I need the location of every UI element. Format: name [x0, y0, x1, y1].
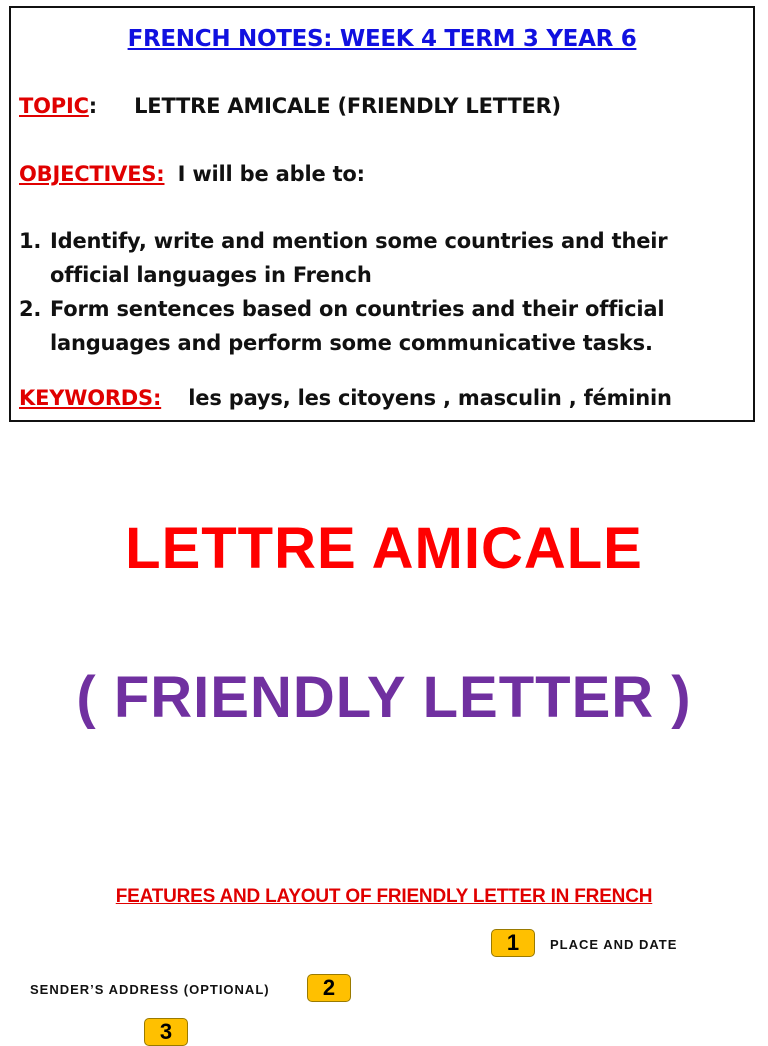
- objective-text: Form sentences based on countries and their official languages and perform some communicative tasks.: [50, 297, 665, 355]
- french-notes-box: [9, 6, 755, 422]
- objectives-list: [19, 224, 730, 360]
- feature-badge-2: 2: [307, 974, 351, 1002]
- objectives-label: OBJECTIVES:: [19, 162, 165, 186]
- title-english: ( FRIENDLY LETTER ): [76, 665, 692, 730]
- title-french: LETTRE AMICALE: [125, 516, 643, 581]
- objectives-intro: I will be able to:: [177, 162, 365, 186]
- feature-label-sender-address: SENDER’S ADDRESS (OPTIONAL): [30, 982, 270, 997]
- notes-heading: FRENCH NOTES: WEEK 4 TERM 3 YEAR 6: [127, 26, 637, 52]
- objectives-row: [19, 162, 365, 186]
- feature-badge-1: 1: [491, 929, 535, 957]
- feature-badge-3: 3: [144, 1018, 188, 1046]
- objective-item: [19, 224, 730, 292]
- topic-row: [19, 94, 561, 118]
- features-heading: FEATURES AND LAYOUT OF FRIENDLY LETTER IN FRENCH: [115, 886, 653, 907]
- topic-value: LETTRE AMICALE (FRIENDLY LETTER): [134, 94, 561, 118]
- objective-number: 2.: [19, 297, 42, 321]
- objective-number: 1.: [19, 229, 42, 253]
- keywords-row: [19, 386, 672, 410]
- keywords-label: KEYWORDS:: [19, 386, 162, 410]
- topic-label: TOPIC: [19, 94, 89, 118]
- feature-label-place-date: PLACE AND DATE: [550, 937, 678, 952]
- keywords-value: les pays, les citoyens , masculin , féminin: [188, 386, 672, 410]
- objective-item: [19, 292, 730, 360]
- topic-colon: :: [88, 94, 97, 118]
- objective-text: Identify, write and mention some countries and their official languages in French: [50, 229, 668, 287]
